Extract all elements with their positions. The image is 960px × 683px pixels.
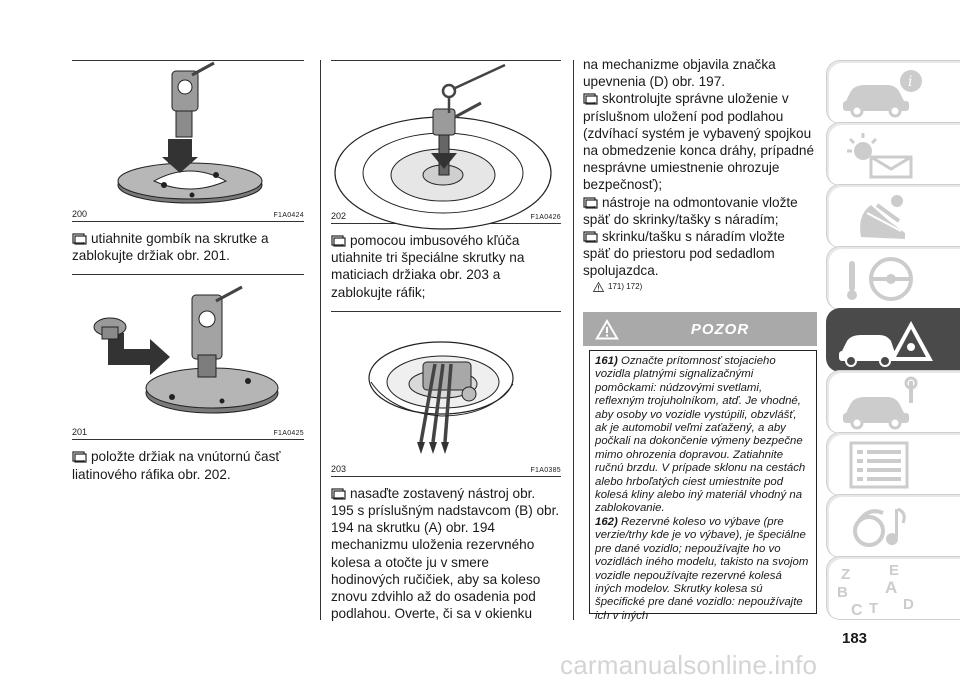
instruction-step [72,230,304,264]
checkbox-bullet-icon [583,197,600,208]
tab-warning-lights[interactable] [826,122,960,186]
checkbox-bullet-icon [583,93,600,104]
step-text: skontrolujte správne uloženie v príslušnom uložení pod podlahou (zdvíhací systém je vybavený spojkou na obmedzenie konca dráhy, prípadné nesprávne umiestnenie ohrozuje bezpečnosť); [583,91,815,193]
column-divider [320,60,321,620]
tab-media[interactable] [826,494,960,558]
instruction-step [331,485,561,623]
instruction-step [331,232,561,301]
warning-text: Označte prítomnosť stojacieho vozidla platnými signalizačnými pomôckami: núdzovými svetlami, reflexným trojuholníkom, atď. Je vhodné, aby osoby vo vozidle vystúpili, obzvlášť, ak je automobil veľmi zaťažený, a aby počkali na dokončenie výmeny bezpečne mimo ohrozenia dopravou. Zatiahnite ručnú brzdu. V prípade sklonu na cestách alebo hrboľatých ciest umiestnite pod kolesá kliny alebo iný materiál vhodný na zablokovanie. [595,355,806,515]
step-text: skrinku/tašku s náradím vložte späť do priestoru pod sedadlom spolujazdca. [583,229,785,279]
figure-number: 200 [72,209,88,219]
tab-steering-key[interactable] [826,246,960,310]
figure-200-illustration [72,61,304,207]
warning-header [583,312,817,346]
index-letter: A [885,578,898,597]
step-text: nasaďte zostavený nástroj obr. 195 s príslušným nadstavcom (B) obr. 194 na skrutku (A) obr. 194 mechanizmu uloženia rezervného kolesa a otočte ju v smere hodinových ručičiek, aby sa koleso znovu zdvihlo až do osadenia pod podlahou. Overte, či sa v okienku [331,485,560,622]
figure-code: F1A0426 [530,214,561,221]
warning-reference-numbers: 171) 172) [608,282,643,292]
warning-triangle-icon [595,319,619,340]
index-letter: D [903,596,914,613]
step-text: pomocou imbusového kľúča utiahnite tri špeciálne skrutky na maticiach držiaka obr. 203 a zablokujte ráfik; [331,233,525,300]
tab-specifications[interactable] [826,432,960,496]
tab-car-maintenance[interactable] [826,370,960,434]
steering-key-icon [837,253,927,305]
figure-code: F1A0424 [273,212,304,219]
step-text: nástroje na odmontovanie vložte späť do skrinky/tašky s náradím; [583,194,798,227]
figure-number: 202 [331,211,347,221]
step-text: utiahnite gombík na skrutke a zablokujte držiak obr. 201. [72,231,269,264]
warning-content [589,350,817,622]
figure-code: F1A0385 [530,466,561,474]
index-letter: E [889,562,900,579]
airbag-seat-icon [837,191,927,243]
svg-text:i: i [908,74,913,90]
index-letter: T [869,600,879,617]
figure-number: 203 [331,463,347,474]
warning-lights-icon [837,129,927,181]
checkbox-bullet-icon [583,231,600,242]
figure-code: F1A0425 [273,430,304,438]
figure-203-illustration [331,312,561,462]
page-number: 183 [842,630,868,647]
index-letters-icon [837,563,937,619]
warning-text: Rezervné koleso vo výbave (pre verzie/trhy kde je vo výbave), je špeciálne pre dané vozidlo; nepoužívajte ho vo vozidlách iného modelu, takisto na svojom vozidle nepoužívajte rezervné kolesá iných modelov. Skrutky kolesa sú špecifické pre dané vozidlo: nepoužívajte ich v iných [595,515,809,622]
tab-car-info[interactable] [826,60,960,124]
tab-emergency[interactable] [826,308,960,372]
media-music-icon [837,501,927,553]
index-letter: C [851,602,863,619]
index-letter: Z [841,566,851,583]
warning-number: 162) [595,515,618,528]
figure-202 [331,60,561,224]
emergency-car-icon [837,315,937,367]
step-text: na mechanizme objavila značka upevnenia (D) obr. 197. [583,57,776,90]
instruction-step [583,194,815,228]
warning-triangle-icon [593,282,604,292]
column-3 [583,57,815,292]
warning-title: POZOR [690,320,750,338]
warning-number: 161) [595,355,618,367]
instruction-step [72,448,304,482]
checkbox-bullet-icon [331,488,348,499]
figure-number: 201 [72,427,88,438]
instruction-step [583,90,815,193]
car-maintenance-icon [837,377,927,429]
column-2 [331,60,561,622]
warning-reference [593,282,815,292]
index-letter: B [837,584,848,601]
column-divider [573,60,574,620]
specifications-list-icon [837,439,927,491]
column-1 [72,60,304,483]
checkbox-bullet-icon [331,235,348,246]
tab-index[interactable] [826,556,960,620]
figure-200 [72,60,304,222]
step-text: položte držiak na vnútornú časť liatinového ráfika obr. 202. [72,449,281,482]
figure-203 [331,311,561,477]
figure-201 [72,274,304,440]
figure-201-illustration [72,275,304,425]
tab-airbag-seat[interactable] [826,184,960,248]
watermark: carmanualsonline.info [560,650,818,680]
instruction-step [583,228,815,280]
checkbox-bullet-icon [72,233,89,244]
checkbox-bullet-icon [72,451,89,462]
car-info-icon [837,67,927,119]
figure-202-illustration [331,61,561,209]
continued-text [583,56,815,90]
